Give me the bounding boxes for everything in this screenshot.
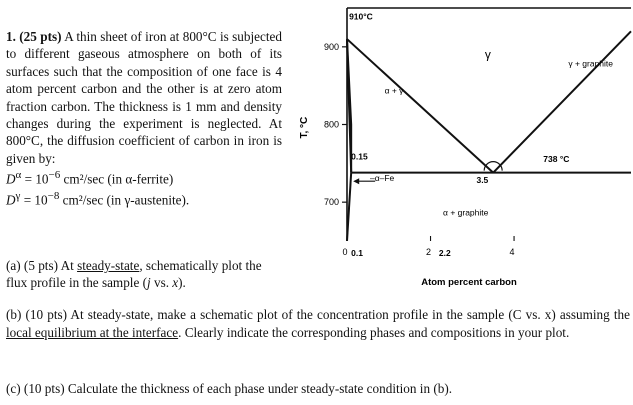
x-axis-label: Atom percent carbon <box>421 277 517 288</box>
x-tick-label: 4 <box>509 247 515 257</box>
y-tick-label: 700 <box>323 197 339 208</box>
y-tick-label: 800 <box>323 119 339 130</box>
problem-statement <box>6 28 282 209</box>
local-equilibrium-underline: local equilibrium at the interface <box>6 324 179 340</box>
diagram-label: 910°C <box>349 11 373 22</box>
y-axis-label: T, °C <box>299 116 310 139</box>
part-a: (a) (5 pts) At steady-state, schematically plot the flux profile in the sample (j vs. x). <box>6 258 262 291</box>
diagram-label: –α–Fe <box>369 173 395 184</box>
problem-intro: A thin sheet of iron at 800°C is subjected to different gaseous atmosphere on both of its surfaces such that the composition of one face is 4 atom percent carbon and the other is at zero atom fraction carbon. The thickness is 1 mm and density changes during the experiment is neglected. At 800°C, the diffusion coefficient of carbon in iron is given by: <box>6 29 282 166</box>
part-c: (c) (10 pts) Calculate the thickness of each phase under steady-state condition in (b). <box>6 381 453 396</box>
diagram-label: 0.1 <box>351 247 364 258</box>
boundary-gamma-graphite <box>493 31 631 172</box>
y-tick-label: 900 <box>323 41 339 52</box>
alpha-fe-arrowhead <box>353 178 359 184</box>
phase-diagram <box>285 0 633 300</box>
diffusion-gamma: $D^\gamma = 10^{-8}$ cm²/sec (in γ-austenite). <box>6 190 190 208</box>
problem-heading: 1. (25 pts) <box>6 29 62 44</box>
diagram-label: 3.5 <box>476 174 489 185</box>
boundary-gamma-eutectoid <box>347 39 493 173</box>
diagram-label: 0.15 <box>351 151 368 162</box>
diagram-ticks <box>324 42 515 257</box>
diagram-label: γ <box>484 47 491 62</box>
diagram-label: α + γ <box>384 85 404 96</box>
diagram-label: 2.2 <box>438 247 451 258</box>
steady-state-underline: steady-state <box>77 258 140 273</box>
x-tick-label: 0 <box>342 247 348 257</box>
diffusion-alpha: $D^\alpha = 10^{-6}$ cm²/sec (in α-ferrite) <box>6 169 174 187</box>
diagram-label: γ + graphite <box>568 58 614 69</box>
diagram-label: 738 °C <box>543 153 570 164</box>
x-tick-label: 2 <box>426 247 432 257</box>
diagram-frame <box>347 8 631 241</box>
diagram-label: α + graphite <box>443 207 489 218</box>
part-b: (b) (10 pts) At steady-state, make a schematic plot of the concentration profile in the sample (C vs. x) assuming the local equilibrium at the interface. Clearly indicate the corresponding phases and compositions in your plot. <box>6 307 630 340</box>
diagram-labels <box>349 12 613 258</box>
